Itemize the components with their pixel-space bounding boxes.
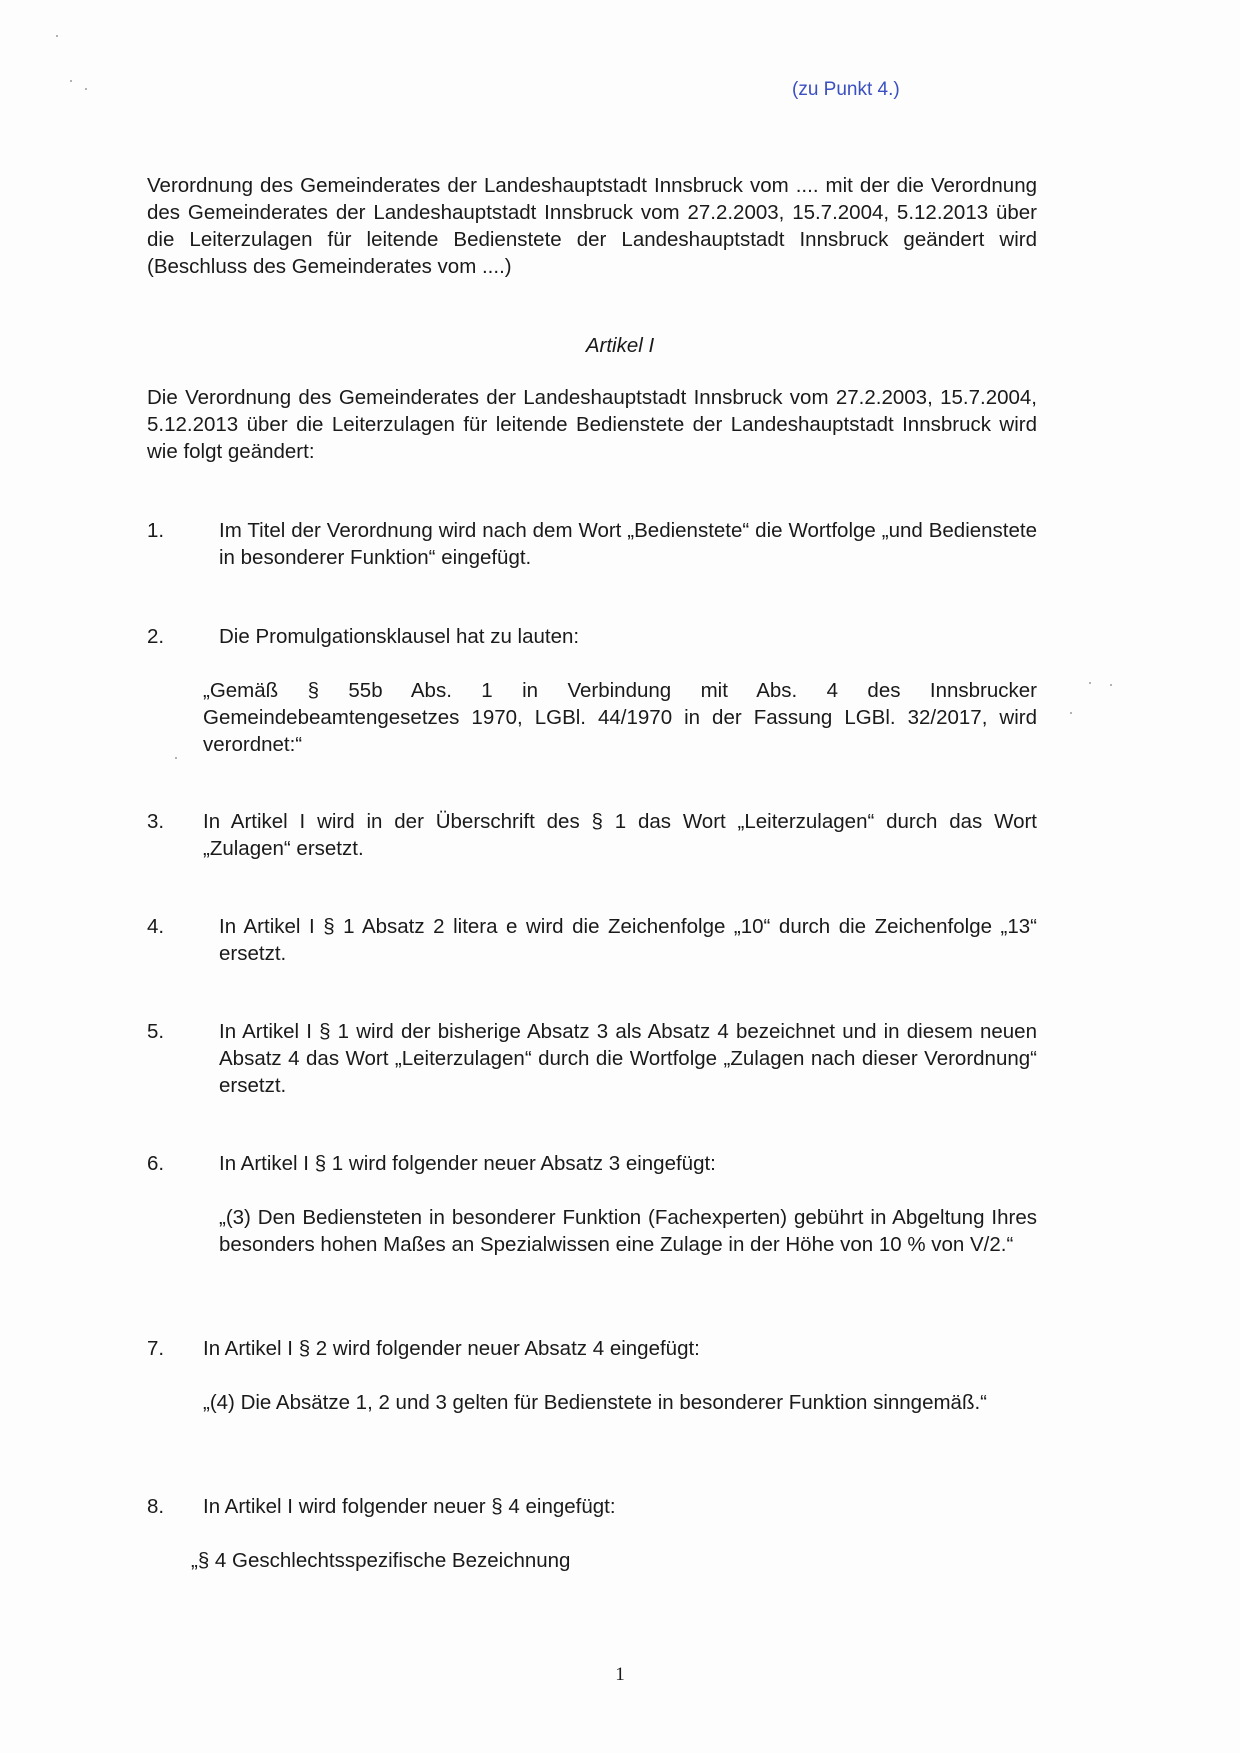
scan-speck (175, 757, 177, 759)
item-number: 6. (147, 1152, 165, 1175)
article-intro-paragraph: Die Verordnung des Gemeinderates der Landeshauptstadt Innsbruck vom 27.2.2003, 15.7.2004, 5.12.2013 über die Leiterzulagen für leitende Bedienstete der Landeshauptstadt Innsbruck wird wie folgt geändert: (147, 386, 1037, 463)
item-text: Die Promulgationsklausel hat zu lauten: (219, 625, 580, 648)
item-text: In Artikel I wird folgender neuer § 4 eingefügt: (203, 1495, 616, 1518)
item-number: 5. (147, 1020, 165, 1043)
scan-speck (70, 80, 72, 82)
scan-speck (56, 35, 58, 37)
item-number: 8. (147, 1495, 165, 1518)
page-number: 1 (615, 1664, 625, 1685)
item-quote: „Gemäß § 55b Abs. 1 in Verbindung mit Abs. 4 des Innsbrucker Gemeindebeamtengesetzes 1970, LGBl. 44/1970 in der Fassung LGBl. 32/2017, wird verordnet:“ (203, 679, 1037, 756)
item-quote: „(4) Die Absätze 1, 2 und 3 gelten für Bedienstete in besonderer Funktion sinngemäß.“ (203, 1391, 988, 1414)
article-heading: Artikel I (585, 334, 655, 357)
item-text: Im Titel der Verordnung wird nach dem Wort „Bedienstete“ die Wortfolge „und Bedienstete in besonderer Funktion“ eingefügt. (219, 519, 1037, 569)
item-number: 7. (147, 1337, 165, 1360)
item-number: 4. (147, 915, 165, 938)
item-number: 2. (147, 625, 165, 648)
scan-speck (1110, 684, 1112, 686)
scan-speck (1070, 712, 1072, 714)
item-number: 3. (147, 810, 165, 833)
ordinance-title-paragraph: Verordnung des Gemeinderates der Landeshauptstadt Innsbruck vom .... mit der die Verordnung des Gemeinderates der Landeshauptstadt Innsbruck vom 27.2.2003, 15.7.2004, 5.12.2013 über die Leiterzulagen für leitende Bedienstete der Landeshauptstadt Innsbruck geändert wird (Beschluss des Gemeinderates vom ....) (147, 174, 1037, 278)
item-quote: „(3) Den Bediensteten in besonderer Funktion (Fachexperten) gebührt in Abgeltung Ihres besonders hohen Maßes an Spezialwissen eine Zulage in der Höhe von 10 % von V/2.“ (219, 1206, 1037, 1256)
scan-speck (1089, 682, 1091, 684)
item-text: In Artikel I § 1 wird folgender neuer Absatz 3 eingefügt: (219, 1152, 716, 1175)
scan-speck (85, 88, 87, 90)
agenda-reference: (zu Punkt 4.) (792, 79, 900, 100)
item-text: In Artikel I wird in der Überschrift des § 1 das Wort „Leiterzulagen“ durch das Wort „Zulagen“ ersetzt. (203, 810, 1037, 860)
item-text: In Artikel I § 2 wird folgender neuer Absatz 4 eingefügt: (203, 1337, 700, 1360)
item-text: In Artikel I § 1 wird der bisherige Absatz 3 als Absatz 4 bezeichnet und in diesem neuen Absatz 4 das Wort „Leiterzulagen“ durch die Wortfolge „Zulagen nach dieser Verordnung“ ersetzt. (219, 1020, 1037, 1097)
item-number: 1. (147, 519, 165, 542)
item-text: In Artikel I § 1 Absatz 2 litera e wird die Zeichenfolge „10“ durch die Zeichenfolge „13“ ersetzt. (219, 915, 1037, 965)
item-quote: „§ 4 Geschlechtsspezifische Bezeichnung (191, 1549, 571, 1572)
